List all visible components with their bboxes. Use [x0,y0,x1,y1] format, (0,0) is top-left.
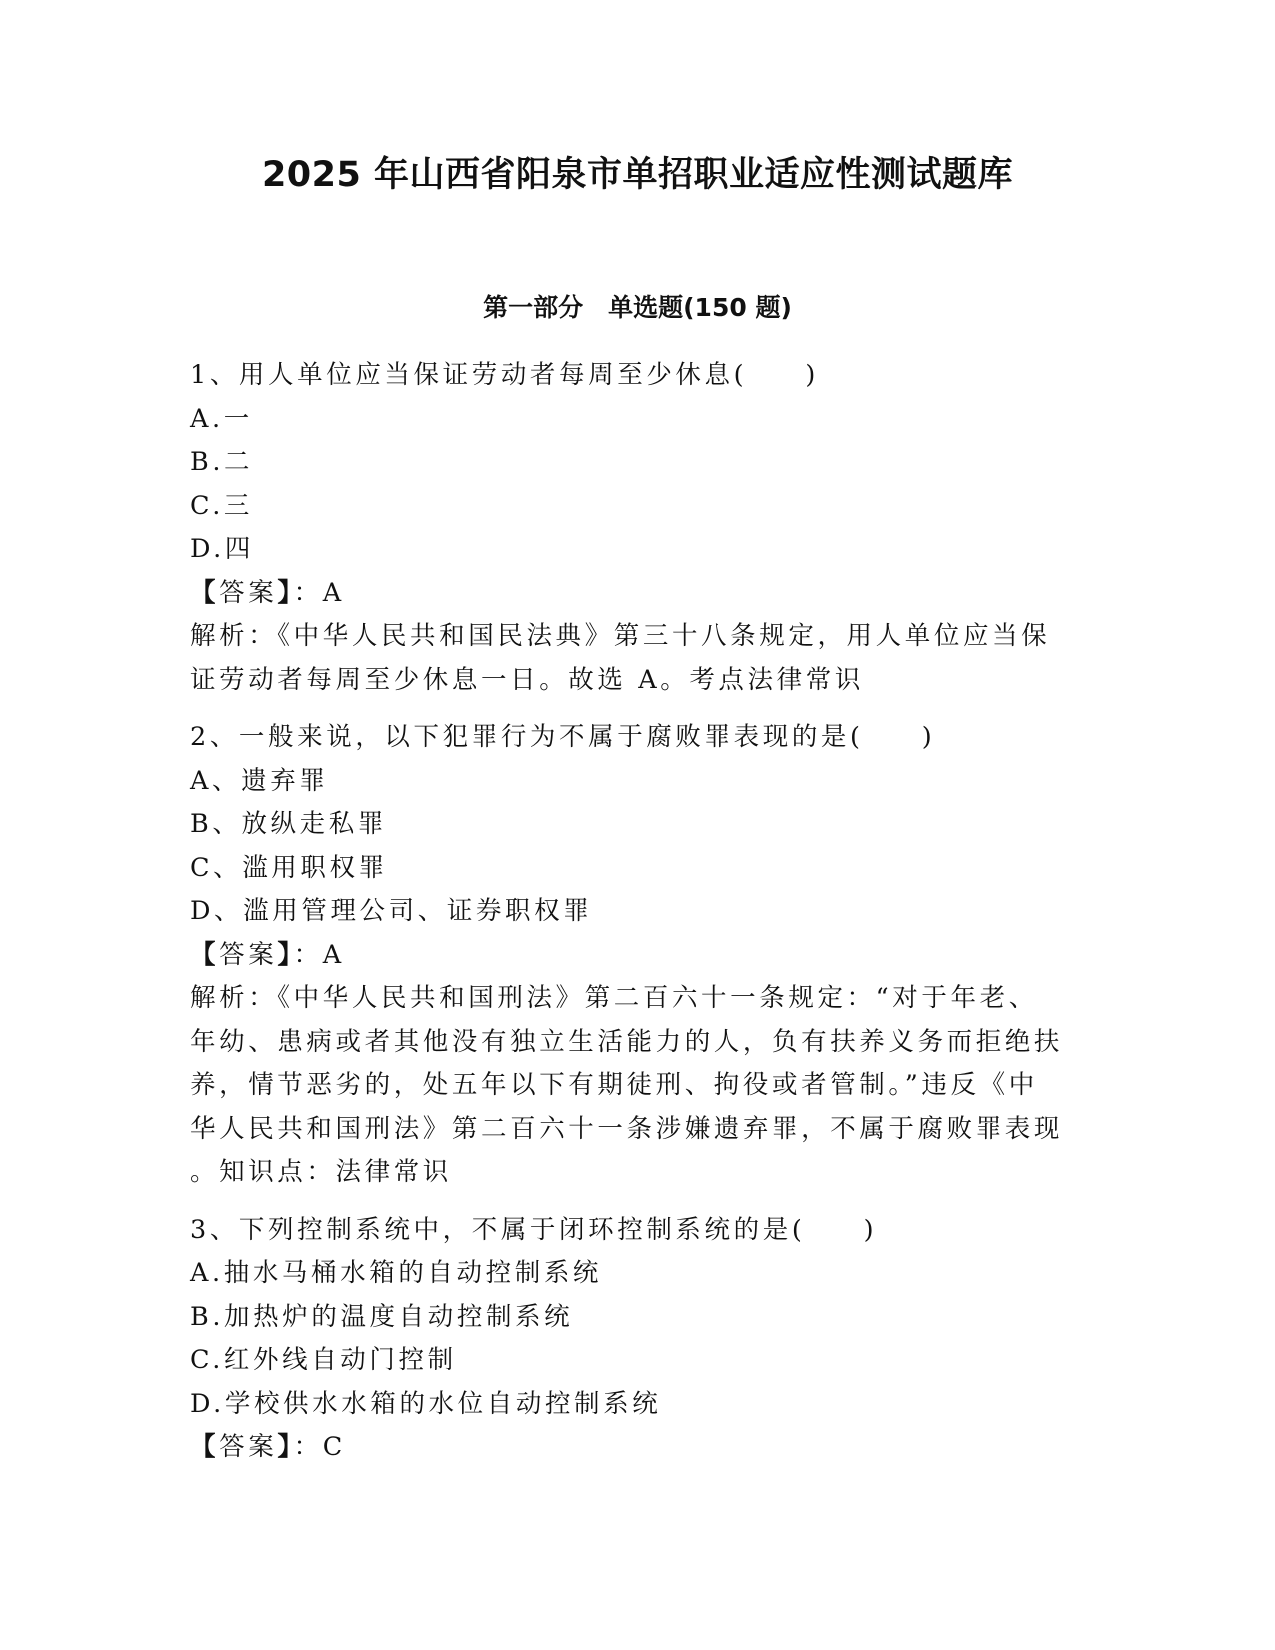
analysis-line: 年幼、患病或者其他没有独立生活能力的人，负有扶养义务而拒绝扶 [190,1026,1064,1057]
answer-word: 答案 [219,1432,278,1462]
analysis-line: 解析：《中华人民共和国民法典》第三十八条规定，用人单位应当保 [190,621,1051,651]
question-stem: 1、用人单位应当保证劳动者每周至少休息( ) [190,360,819,390]
option-c: C、滥用职权罪 [190,852,388,883]
answer-open-bracket: 【 [190,577,220,608]
analysis-line: 。知识点：法律常识 [190,1157,452,1187]
analysis-line: 华人民共和国刑法》第二百六十一条涉嫌遗弃罪，不属于腐败罪表现 [190,1113,1064,1144]
answer-open-bracket: 【 [190,1432,220,1462]
answer-line [190,1426,1070,1470]
answer-value: A [322,577,345,608]
option-a: A.抽水马桶水箱的自动控制系统 [190,1258,603,1288]
option-c: C.红外线自动门控制 [190,1345,457,1375]
option-a: A、遗弃罪 [190,765,329,796]
analysis-line: 养，情节恶劣的，处五年以下有期徒刑、拘役或者管制。”违反《中 [190,1070,1038,1100]
question-stem: 2、一般来说，以下犯罪行为不属于腐败罪表现的是( ) [190,722,936,752]
answer-colon: ： [293,939,323,970]
question-1 [190,354,1070,702]
answer-close-bracket: 】 [277,577,294,608]
analysis-line: 解析：《中华人民共和国刑法》第二百六十一条规定：“对于年老、 [190,983,1038,1013]
option-a: A.一 [190,403,253,434]
option-d: D、滥用管理公司、证券职权罪 [190,896,593,926]
option-d: D.四 [190,534,254,564]
answer-colon: ： [293,577,323,608]
option-d: D.学校供水水箱的水位自动控制系统 [190,1388,662,1419]
section-title: 第一部分 单选题(150 题) [483,293,792,322]
question-list [190,354,1070,1484]
answer-value: C [322,1432,346,1462]
answer-line [190,934,1070,978]
option-c: C.三 [190,490,254,521]
option-b: B、放纵走私罪 [190,809,387,839]
document-title: 2025 年山西省阳泉市单招职业适应性测试题库 [261,155,1014,195]
question-3 [190,1209,1070,1470]
answer-word: 答案 [219,577,278,608]
answer-close-bracket: 】 [277,1432,294,1462]
analysis-line: 证劳动者每周至少休息一日。故选 A。考点法律常识 [190,664,864,695]
question-2 [190,716,1070,1195]
answer-word: 答案 [219,939,278,970]
option-b: B.加热炉的温度自动控制系统 [190,1301,574,1332]
question-stem: 3、下列控制系统中，不属于闭环控制系统的是( ) [190,1214,878,1245]
answer-value: A [322,939,345,970]
answer-close-bracket: 】 [277,939,294,970]
answer-open-bracket: 【 [190,939,220,970]
answer-colon: ： [293,1432,323,1462]
answer-line [190,572,1070,616]
option-b: B.二 [190,447,254,477]
